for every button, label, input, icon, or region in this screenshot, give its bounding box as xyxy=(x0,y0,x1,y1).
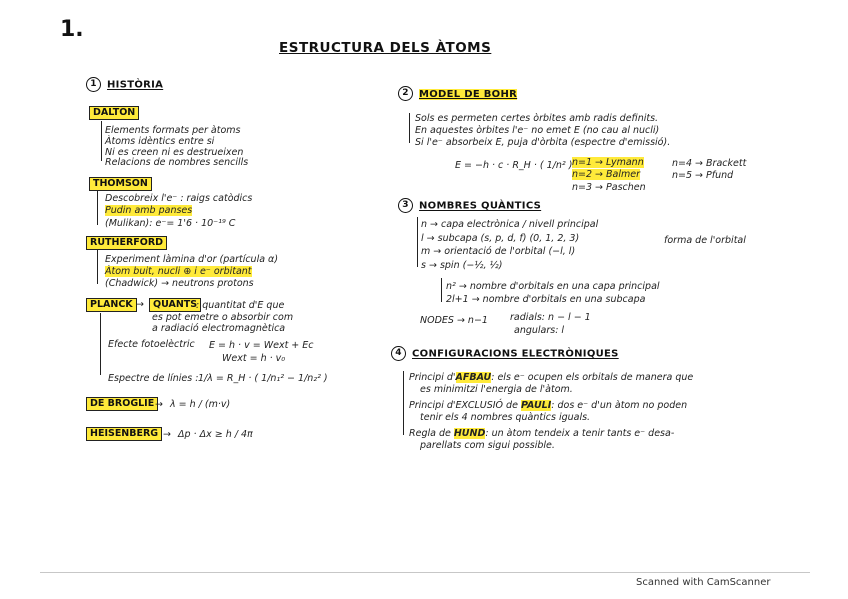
thomson-item: Descobreix l'e⁻ : raigs catòdics xyxy=(105,193,253,204)
rydberg-equation: 1/λ = R_H · ( 1/n₁² − 1/n₂² ) xyxy=(198,373,328,384)
nodes-angulars: angulars: l xyxy=(514,325,565,336)
pauli-prefix: Principi d'EXCLUSIÓ de xyxy=(409,400,521,411)
aufbau-text: : els e⁻ ocupen els orbitals de manera que xyxy=(491,372,694,383)
section-quantics-heading xyxy=(398,198,541,213)
quants-definition-3: a radiació electromagnètica xyxy=(152,323,286,334)
quants-definition-2: es pot emetre o absorbir com xyxy=(152,312,294,323)
config-heading-text: CONFIGURACIONS ELECTRÒNIQUES xyxy=(412,348,619,360)
hund-line xyxy=(409,428,674,439)
debroglie-label: DE BROGLIE xyxy=(86,397,158,411)
espectre-label: Espectre de línies : xyxy=(108,373,199,384)
thomson-item xyxy=(105,205,192,216)
rutherford-label: RUTHERFORD xyxy=(86,236,167,250)
series-pfund: n=5 → Pfund xyxy=(672,170,734,181)
dalton-item: Ni es creen ni es destrueixen xyxy=(105,147,244,158)
debroglie-equation: λ = h / (m·v) xyxy=(170,399,231,410)
thomson-item: (Mulikan): e⁻= 1'6 · 10⁻¹⁹ C xyxy=(105,218,236,229)
series-balmer xyxy=(572,169,640,180)
planck-bracket xyxy=(100,313,101,375)
thomson-highlight: Pudin amb panses xyxy=(105,205,193,216)
hund-prefix: Regla de xyxy=(409,428,454,439)
pauli-keyword: PAULI xyxy=(520,400,552,411)
fotoelectric-equation-1: E = h · v = Wext + Ec xyxy=(209,340,314,351)
quantics-bracket xyxy=(417,217,418,267)
section-number-4: 4 xyxy=(391,346,406,361)
rutherford-bracket xyxy=(97,250,98,284)
quantic-m: m → orientació de l'orbital (−l, l) xyxy=(421,246,576,257)
pauli-line xyxy=(409,400,687,411)
series-brackett: n=4 → Brackett xyxy=(672,158,747,169)
scan-edge-line xyxy=(40,572,810,573)
quantic-l: l → subcapa (s, p, d, f) (0, 1, 2, 3) xyxy=(421,233,580,244)
dalton-bracket xyxy=(101,121,102,161)
orbitals-per-capa: n² → nombre d'orbitals en una capa principal xyxy=(446,281,660,292)
series-lymann-text: n=1 → Lymann xyxy=(572,157,644,168)
section-number-2: 2 xyxy=(398,86,413,101)
historia-heading-text: HISTÒRIA xyxy=(107,79,164,91)
series-balmer-text: n=2 → Balmer xyxy=(572,169,641,180)
dalton-item: Relacions de nombres sencills xyxy=(105,157,249,168)
pauli-text: : dos e⁻ d'un àtom no poden xyxy=(551,400,688,411)
planck-arrow: → xyxy=(136,299,144,310)
orbitals-bracket xyxy=(441,278,442,302)
hund-continuation: parellats com sigui possible. xyxy=(420,440,555,451)
config-bracket xyxy=(403,371,404,435)
section-historia-heading xyxy=(86,77,163,92)
quants-label: QUANTS xyxy=(149,298,201,312)
series-paschen: n=3 → Paschen xyxy=(572,182,646,193)
thomson-label: THOMSON xyxy=(89,177,152,191)
aufbau-continuation: es minimitzi l'energia de l'àtom. xyxy=(420,384,573,395)
orbitals-per-subcapa: 2l+1 → nombre d'orbitals en una subcapa xyxy=(446,294,646,305)
pauli-continuation: tenir els 4 nombres quàntics iguals. xyxy=(420,412,591,423)
debroglie-arrow: → xyxy=(155,399,163,410)
hund-keyword: HUND xyxy=(453,428,486,439)
dalton-label: DALTON xyxy=(89,106,139,120)
nodes-radials: radials: n − l − 1 xyxy=(510,312,591,323)
planck-label: PLANCK xyxy=(86,298,137,312)
heisenberg-equation: Δp · Δx ≥ h / 4π xyxy=(178,429,253,440)
bohr-bracket xyxy=(409,113,410,143)
bohr-postulate: En aquestes òrbites l'e⁻ no emet E (no cau al nucli) xyxy=(415,125,660,136)
aufbau-prefix: Principi d' xyxy=(409,372,456,383)
rutherford-item xyxy=(105,266,252,277)
bohr-heading-text: MODEL DE BOHR xyxy=(419,88,518,100)
heisenberg-arrow: → xyxy=(163,429,171,440)
heisenberg-label: HEISENBERG xyxy=(86,427,162,441)
quantic-forma-note: forma de l'orbital xyxy=(664,235,746,246)
section-number-3: 3 xyxy=(398,198,413,213)
rutherford-item: Experiment làmina d'or (partícula α) xyxy=(105,254,279,265)
rutherford-highlight: Àtom buit, nucli ⊕ i e⁻ orbitant xyxy=(105,266,252,277)
aufbau-line xyxy=(409,372,693,383)
quants-definition-1: : quantitat d'E que xyxy=(196,300,285,311)
page-title: ESTRUCTURA DELS ÀTOMS xyxy=(279,40,492,56)
section-number-1: 1 xyxy=(86,77,101,92)
dalton-item: Àtoms idèntics entre si xyxy=(105,136,215,147)
aufbau-keyword: AFBAU xyxy=(455,372,492,383)
page-number: 1. xyxy=(60,17,84,42)
thomson-bracket xyxy=(97,191,98,225)
camscanner-watermark: Scanned with CamScanner xyxy=(636,577,771,588)
bohr-postulate: Sols es permeten certes òrbites amb radis definits. xyxy=(415,113,659,124)
section-bohr-heading xyxy=(398,86,517,101)
bohr-postulate: Si l'e⁻ absorbeix E, puja d'òrbita (espectre d'emissió). xyxy=(415,137,671,148)
quantics-heading-text: NOMBRES QUÀNTICS xyxy=(419,200,542,212)
series-lymann xyxy=(572,157,644,168)
bohr-energy-equation: E = −h · c · R_H · ( 1/n² ) xyxy=(455,160,573,171)
fotoelectric-label: Efecte fotoelèctric xyxy=(108,339,195,350)
hund-text: : un àtom tendeix a tenir tants e⁻ desa- xyxy=(485,428,675,439)
fotoelectric-equation-2: Wext = h · v₀ xyxy=(222,353,286,364)
quantic-s: s → spin (−½, ½) xyxy=(421,260,503,271)
nodes-label: NODES → n−1 xyxy=(420,315,488,326)
rutherford-item: (Chadwick) → neutrons protons xyxy=(105,278,254,289)
dalton-item: Elements formats per àtoms xyxy=(105,125,241,136)
section-config-heading xyxy=(391,346,619,361)
quantic-n: n → capa electrònica / nivell principal xyxy=(421,219,599,230)
